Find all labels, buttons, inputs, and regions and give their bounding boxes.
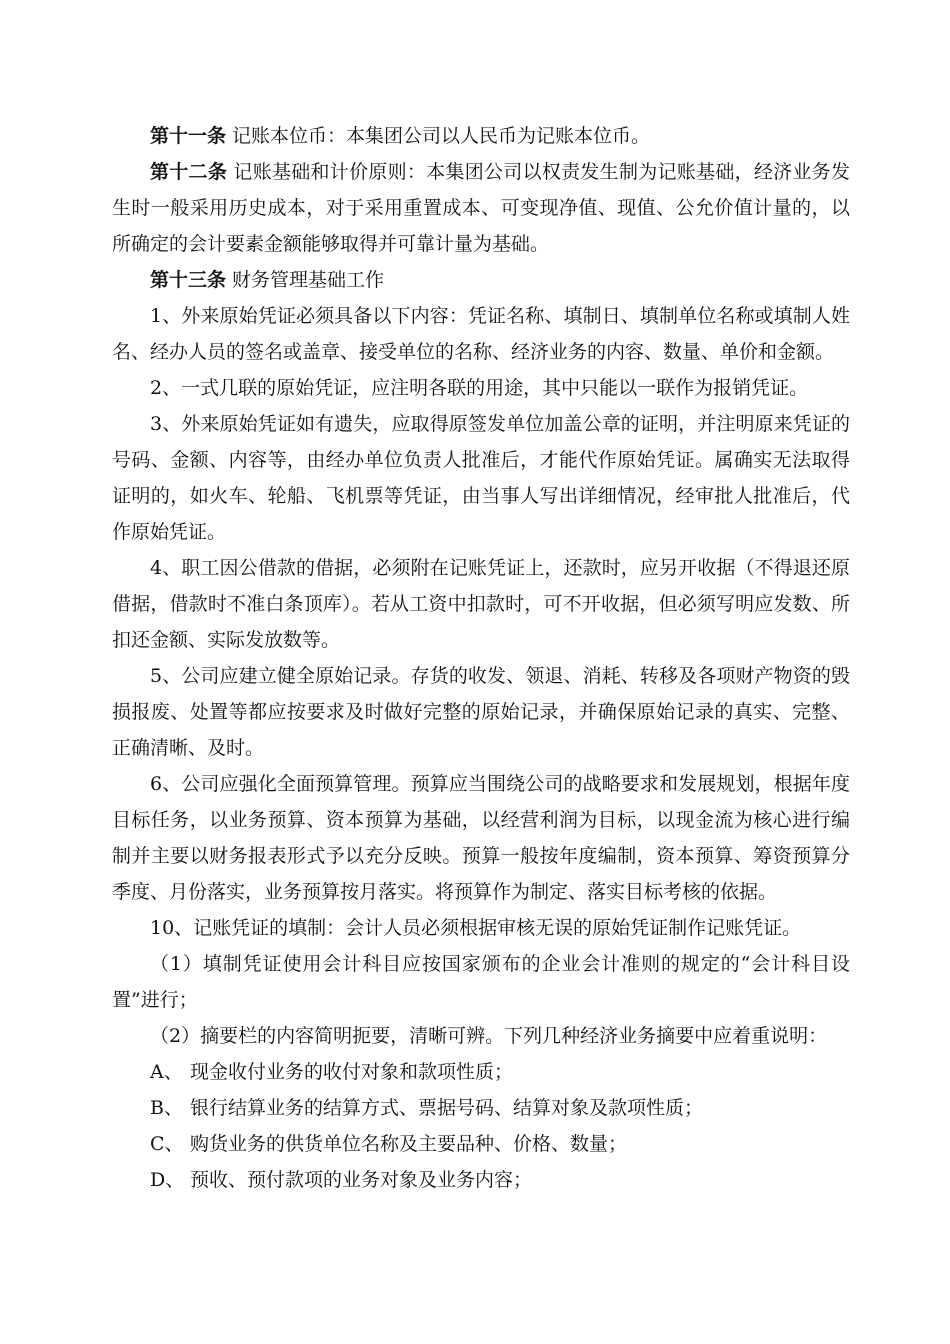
sublist-mark: D、 [150,1169,185,1191]
article-13 [112,262,850,298]
article-13-title: 第十三条 [150,269,227,291]
item-6: 6、公司应强化全面预算管理。预算应当围绕公司的战略要求和发展规划，根据年度目标任务，以业务预算、资本预算为基础，以经营利润为目标，以现金流为核心进行编制并主要以财务报表形式予以充分反映。预算一般按年度编制，资本预算、筹资预算分季度、月份落实，业务预算按月落实。将预算作为制定、落实目标考核的依据。 [112,773,850,903]
article-11-title: 第十一条 [150,125,227,147]
article-11 [112,118,850,154]
article-12 [112,154,850,262]
article-12-title: 第十二条 [150,161,228,183]
item-10-point-1: （1）填制凭证使用会计科目应按国家颁布的企业会计准则的规定的“会计科目设置”进行； [112,953,850,1011]
item-10: 10、记账凭证的填制：会计人员必须根据审核无误的原始凭证制作记账凭证。 [150,917,802,939]
item-5: 5、公司应建立健全原始记录。存货的收发、领退、消耗、转移及各项财产物资的毁损报废、处置等都应按要求及时做好完整的原始记录，并确保原始记录的真实、完整、正确清晰、及时。 [112,665,850,759]
sublist-text: 银行结算业务的结算方式、票据号码、结算对象及款项性质； [190,1097,704,1119]
item-3: 3、外来原始凭证如有遗失，应取得原签发单位加盖公章的证明，并注明原来凭证的号码、金额、内容等，由经办单位负责人批准后，才能代作原始凭证。属确实无法取得证明的，如火车、轮船、飞机票等凭证，由当事人写出详细情况，经审批人批准后，代作原始凭证。 [112,413,850,543]
sublist-item-a [150,1054,850,1090]
sublist-text: 预收、预付款项的业务对象及业务内容； [190,1169,533,1191]
sublist-mark: C、 [150,1133,184,1155]
sublist-item-d [150,1162,850,1198]
item-2: 2、一式几联的原始凭证，应注明各联的用途，其中只能以一联作为报销凭证。 [150,377,809,399]
article-13-text: 财务管理基础工作 [226,269,385,291]
sublist-item-c [150,1126,850,1162]
sublist-item-b [150,1090,850,1126]
sublist-mark: B、 [150,1097,183,1119]
item-1: 1、外来原始凭证必须具备以下内容：凭证名称、填制日、填制单位名称或填制人姓名、经办人员的签名或盖章、接受单位的名称、经济业务的内容、数量、单价和金额。 [112,305,850,363]
article-12-text: 记账基础和计价原则：本集团公司以权责发生制为记账基础，经济业务发生时一般采用历史成本，对于采用重置成本、可变现净值、现值、公允价值计量的，以所确定的会计要素金额能够取得并可靠计量为基础。 [112,161,850,255]
article-11-text: 记账本位币：本集团公司以人民币为记账本位币。 [226,125,651,147]
item-10-point-2: （2）摘要栏的内容简明扼要，清晰可辨。下列几种经济业务摘要中应着重说明： [150,1025,828,1047]
sublist-mark: A、 [150,1061,183,1083]
sublist-text: 现金收付业务的收付对象和款项性质； [190,1061,514,1083]
item-4: 4、职工因公借款的借据，必须附在记账凭证上，还款时，应另开收据（不得退还原借据，借款时不准白条顶库）。若从工资中扣款时，可不开收据，但必须写明应发数、所扣还金额、实际发放数等。 [112,557,850,651]
sublist-text: 购货业务的供货单位名称及主要品种、价格、数量； [190,1133,628,1155]
